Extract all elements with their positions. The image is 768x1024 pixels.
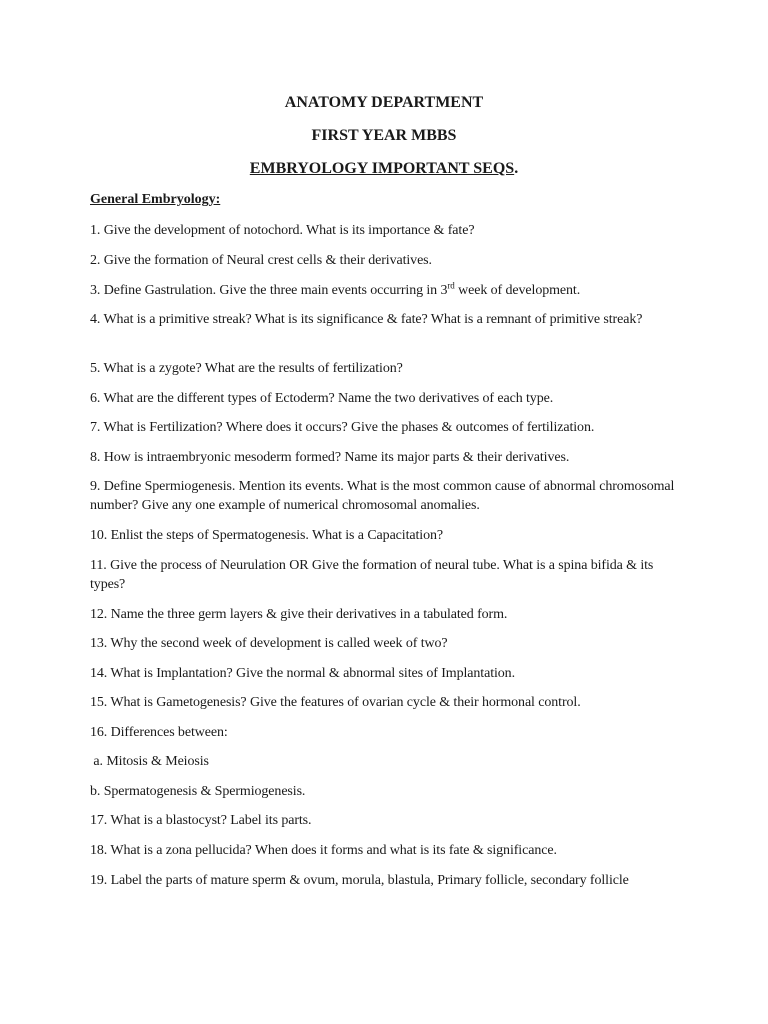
question-10: 10. Enlist the steps of Spermatogenesis. What is a Capacitation? [90,528,443,543]
question-2: 2. Give the formation of Neural crest cells & their derivatives. [90,253,432,268]
question-3-text: 3. Define Gastrulation. Give the three main events occurring in 3 [90,283,448,298]
question-13: 13. Why the second week of development is called week of two? [90,636,448,651]
question-9: 9. Define Spermiogenesis. Mention its events. What is the most common cause of abnormal chromosomal number? Give any one example of numerical chromosomal anomalies. [90,479,675,513]
department-heading: ANATOMY DEPARTMENT [284,94,484,111]
question-15: 15. What is Gametogenesis? Give the features of ovarian cycle & their hormonal control. [90,695,581,710]
question-3-superscript: rd [447,280,455,291]
question-4: 4. What is a primitive streak? What is its significance & fate? What is a remnant of primitive streak? [90,312,643,327]
question-6: 6. What are the different types of Ectoderm? Name the two derivatives of each type. [90,391,554,406]
question-12: 12. Name the three germ layers & give their derivatives in a tabulated form. [90,607,508,622]
question-11: 11. Give the process of Neurulation OR Give the formation of neural tube. What is a spina bifida & its types? [90,558,654,592]
question-16b: b. Spermatogenesis & Spermiogenesis. [90,784,306,799]
document-title [0,160,768,178]
document-title-period: . [514,160,519,177]
question-8: 8. How is intraembryonic mesoderm formed? Name its major parts & their derivatives. [90,450,570,465]
question-18: 18. What is a zona pellucida? When does it forms and what is its fate & significance. [90,843,557,858]
question-14: 14. What is Implantation? Give the normal & abnormal sites of Implantation. [90,666,515,681]
section-title: General Embryology: [90,192,221,207]
question-3 [90,281,690,300]
question-3-text-end: week of development. [454,283,581,298]
document-title-text: EMBRYOLOGY IMPORTANT SEQS [249,160,515,177]
question-16a: a. Mitosis & Meiosis [90,754,209,769]
question-1: 1. Give the development of notochord. What is its importance & fate? [90,223,475,238]
question-7: 7. What is Fertilization? Where does it occurs? Give the phases & outcomes of fertilization. [90,420,595,435]
question-17: 17. What is a blastocyst? Label its parts. [90,813,312,828]
question-16: 16. Differences between: [90,725,228,740]
question-5: 5. What is a zygote? What are the results of fertilization? [90,361,403,376]
question-19: 19. Label the parts of mature sperm & ovum, morula, blastula, Primary follicle, secondary follicle [90,873,629,888]
year-heading: FIRST YEAR MBBS [311,127,457,144]
